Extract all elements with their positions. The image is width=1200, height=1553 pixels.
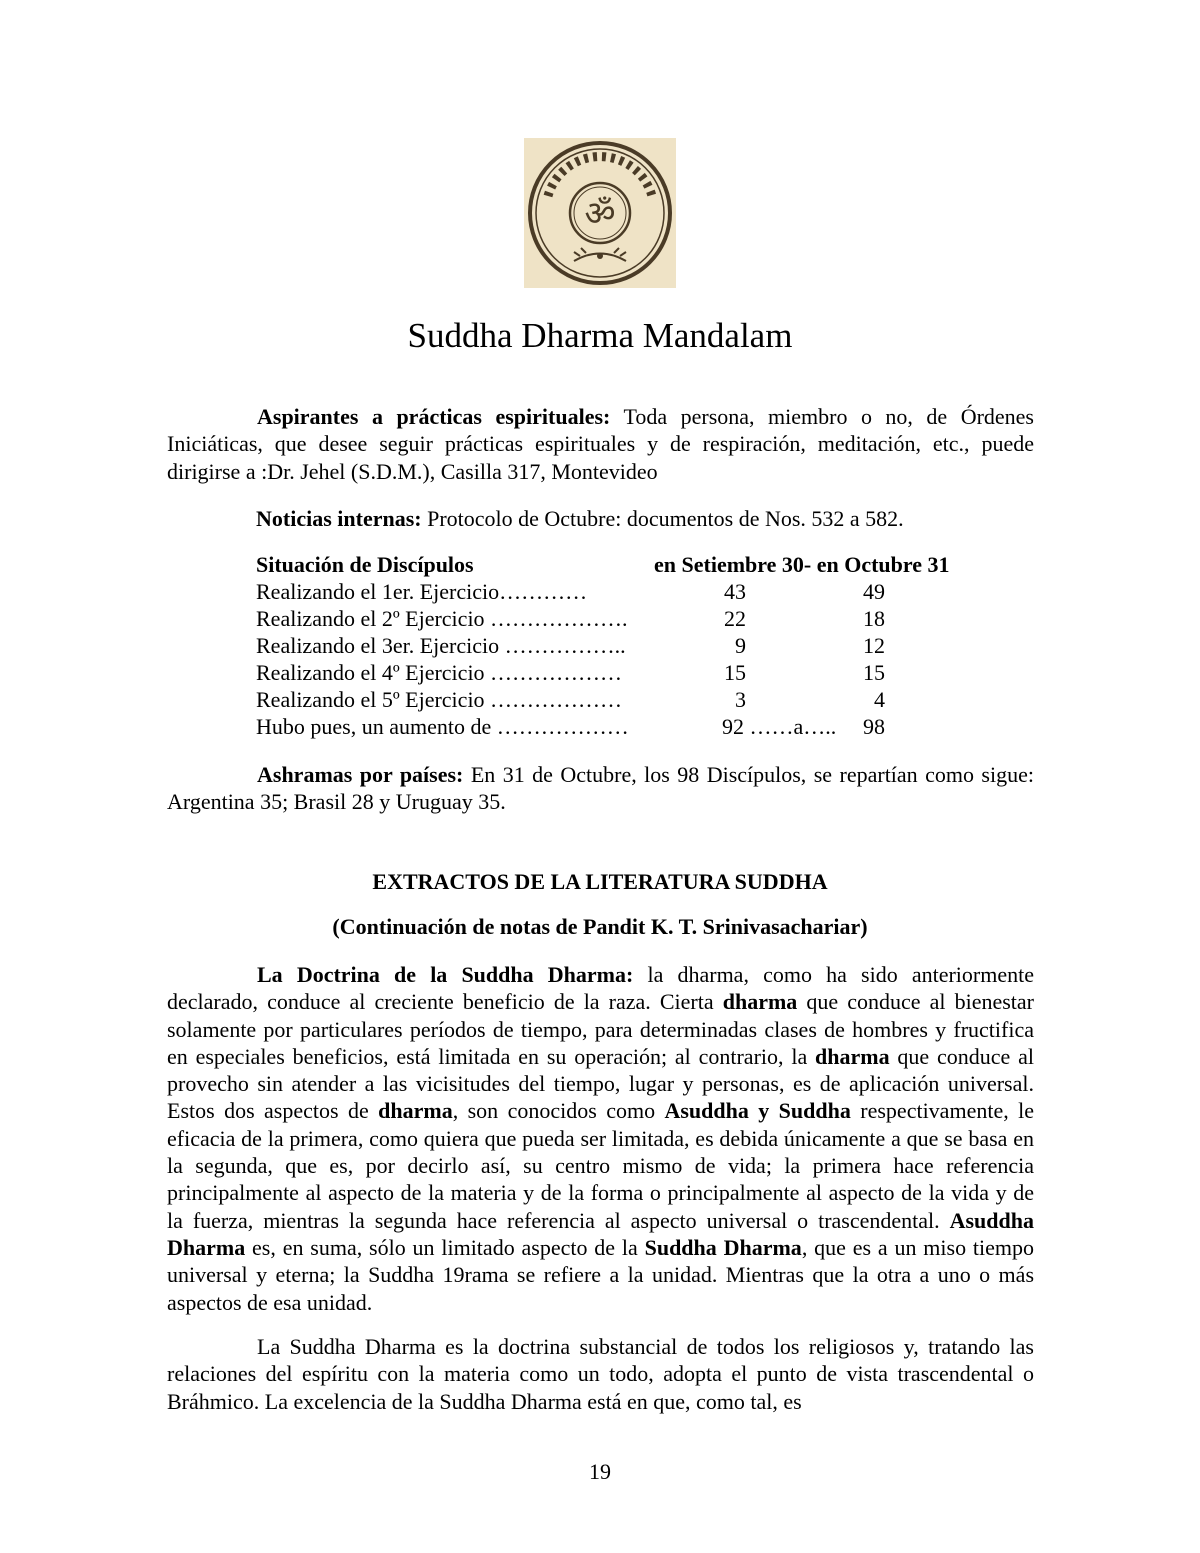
paragraph-text: Protocolo de Octubre: documentos de Nos. 532 a 582. [421, 506, 904, 531]
row-label: Realizando el 3er. Ejercicio …………….. [256, 633, 626, 658]
table-row [256, 713, 956, 740]
bold-text: Asuddha y Suddha [664, 1098, 851, 1124]
text-run: la dharma, como ha sido anteriormente declarado, conduce al creciente beneficio de la raza. Cierta [167, 962, 1034, 1015]
bold-text: dharma [378, 1098, 453, 1124]
text-run: que conduce al provecho sin atender a las vicisitudes del tiempo, lugar y personas, es de aplicación universal. Estos dos aspectos de [167, 1043, 1035, 1124]
om-seal-icon [524, 138, 676, 288]
paragraph-suddha [167, 1333, 1034, 1415]
row-label: Hubo pues, un aumento de ……………… [256, 714, 629, 739]
table-row [256, 686, 956, 713]
row-value-sep: 3 [735, 687, 746, 712]
table-row [256, 632, 956, 659]
row-value-oct: 12 [863, 633, 885, 658]
paragraph-doctrina [167, 961, 1034, 1316]
text-run: que conduce al bienestar solamente por particulares períodos de tiempo, para determinadas clases de hombres y fructifica en especiales beneficios, está limitada en su operación; al contrario, la [167, 989, 1035, 1069]
row-label: Realizando el 1er. Ejercicio………… [256, 579, 588, 604]
paragraph-text: Toda persona, miembro o no, de Órdenes Iniciáticas, que desee seguir prácticas espirituales y de respiración, meditación, etc., puede dirigirse a :Dr. Jehel (S.D.M.), Casilla 317, Montevideo [167, 404, 1034, 484]
row-value-sep: 22 [724, 606, 746, 631]
bold-text: Suddha Dharma [644, 1234, 802, 1260]
row-value-oct: 18 [863, 606, 885, 631]
text-run: , son conocidos como [452, 1098, 665, 1124]
row-value-sep: 9 [735, 633, 746, 658]
row-label: Realizando el 4º Ejercicio ……………… [256, 660, 623, 685]
paragraph-ashramas [167, 761, 1034, 816]
bold-text: Asuddha Dharma [167, 1207, 1034, 1260]
row-value-sep: 92 ……a….. [722, 714, 837, 739]
paragraph-aspirantes [167, 403, 1034, 485]
section-heading: EXTRACTOS DE LA LITERATURA SUDDHA [372, 869, 828, 894]
paragraph-lead: Aspirantes a prácticas espirituales: [257, 404, 611, 429]
table-header-right: en Setiembre 30- en Octubre 31 [654, 552, 950, 577]
paragraph-lead: Noticias internas: [256, 506, 422, 531]
row-value-oct: 4 [874, 687, 885, 712]
bold-text: dharma [722, 989, 798, 1015]
table-row [256, 605, 956, 632]
paragraph-text: La Suddha Dharma es la doctrina substancial de todos los religiosos y, tratando las relaciones del espíritu con la materia como un todo, adopta el punto de vista trascendental o Bráhmico. La excelencia de la Suddha Dharma está en que, como tal, es [167, 1334, 1034, 1414]
paragraph-text: En 31 de Octubre, los 98 Discípulos, se repartían como sigue: Argentina 35; Brasil 28 y Uruguay 35. [167, 762, 1034, 815]
table-row [256, 659, 956, 686]
text-run: es, en suma, sólo un limitado aspecto de la [245, 1234, 645, 1260]
table-row [256, 578, 956, 605]
svg-text:ॐ: ॐ [584, 194, 616, 234]
text-run: , que es a un miso tiempo universal y eterna; la Suddha 19rama se refiere a la unidad. Mientras que la otra a uno o más aspectos de esa unidad. [167, 1234, 1034, 1315]
bold-text: La Doctrina de la Suddha Dharma: [257, 962, 634, 987]
row-value-oct: 15 [863, 660, 885, 685]
page-number: 19 [589, 1459, 611, 1484]
section-subheading: (Continuación de notas de Pandit K. T. Srinivasachariar) [332, 914, 868, 939]
row-value-sep: 15 [724, 660, 746, 685]
row-value-sep: 43 [724, 579, 746, 604]
row-value-oct: 98 [863, 714, 885, 739]
bold-text: dharma [815, 1043, 890, 1069]
page-title: Suddha Dharma Mandalam [407, 316, 793, 355]
row-value-oct: 49 [863, 579, 885, 604]
paragraph-noticias [256, 505, 904, 532]
table-header-left: Situación de Discípulos [256, 552, 474, 577]
text-run: respectivamente, le eficacia de la primera, como quiera que pueda ser limitada, es debida únicamente a que se basa en la segunda, que es, por decirlo así, su centro mismo de vida; la primera hace referencia principalmente al aspecto de la materia y de la forma o principalmente al aspecto de la vida y de la fuerza, mientras la segunda hace referencia al aspecto universal o trascendental. [167, 1098, 1034, 1233]
row-label: Realizando el 5º Ejercicio ……………… [256, 687, 623, 712]
paragraph-lead: Ashramas por países: [257, 762, 464, 787]
row-label: Realizando el 2º Ejercicio ………………. [256, 606, 628, 631]
